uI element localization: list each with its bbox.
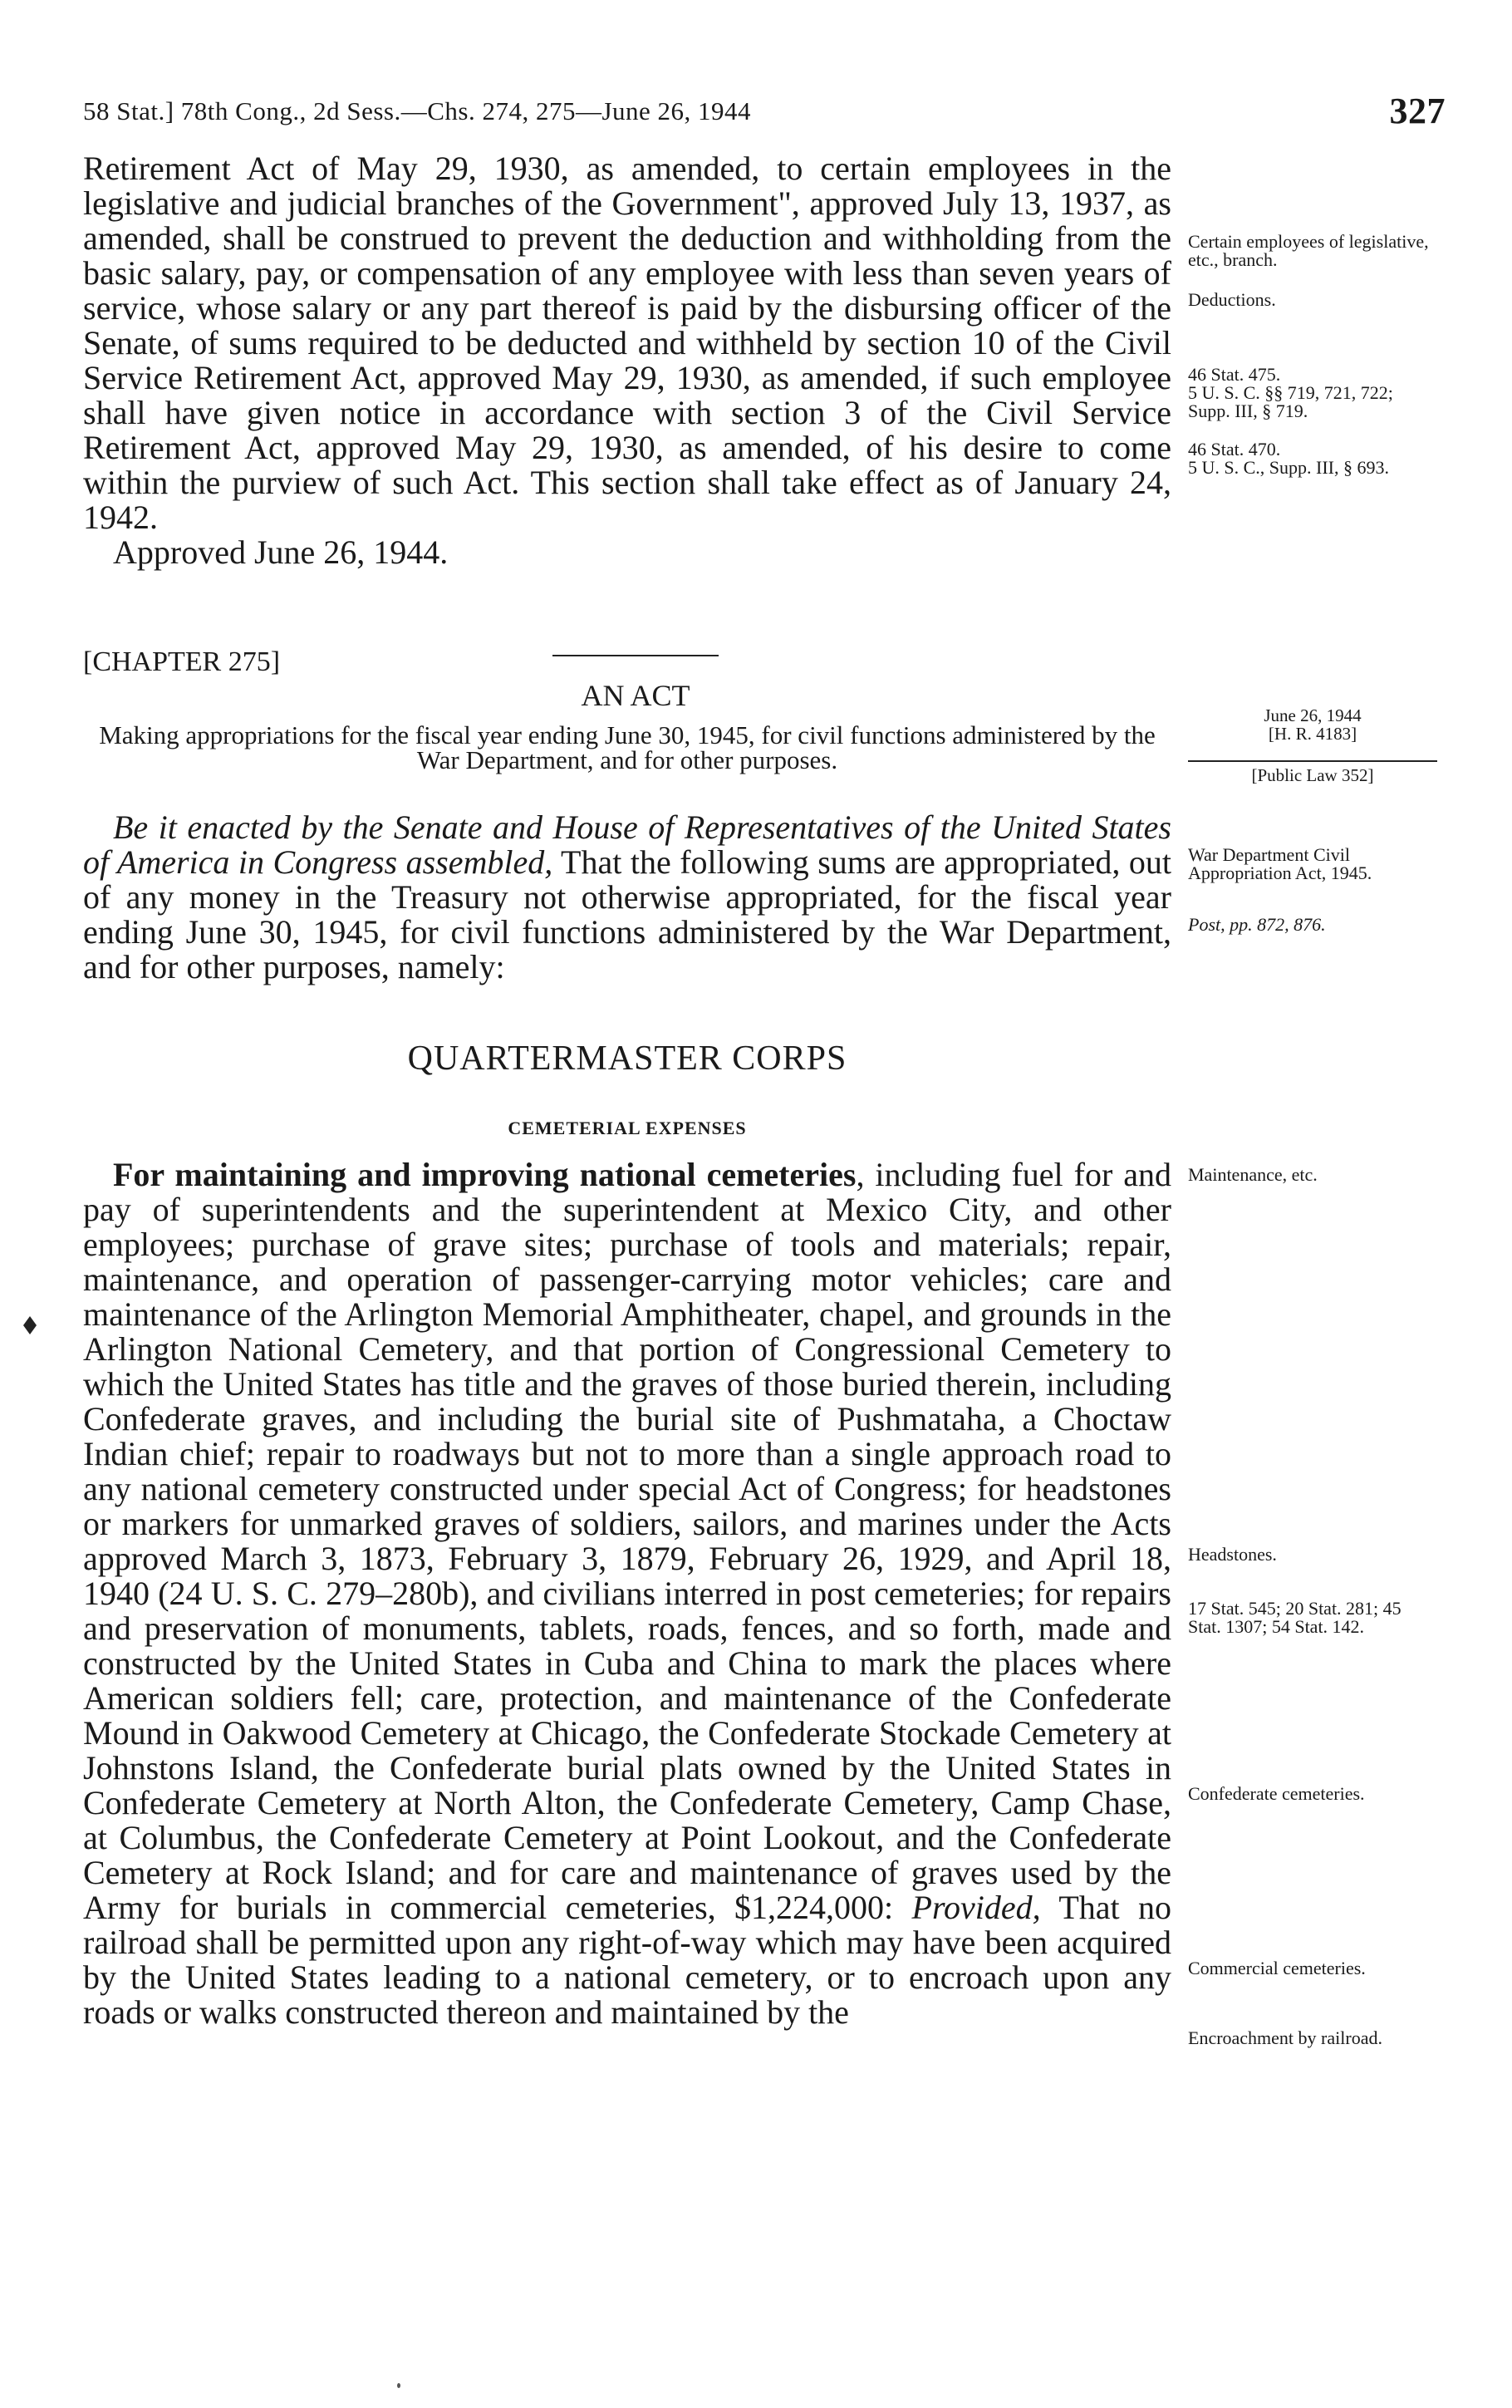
approval-line: Approved June 26, 1944. xyxy=(113,533,449,571)
margin-note-post-ref: Post, pp. 872, 876. xyxy=(1188,914,1326,935)
margin-note-confederate: Confederate cemeteries. xyxy=(1188,1783,1365,1804)
bullet-mark-icon xyxy=(23,1316,37,1334)
enacting-text: That the following sums are appropriated, out of any money in the Treasury not otherwise appropriated, for the fiscal year ending June 30, 1945, for civil functions administered by the War Department, and for other purposes, namely: xyxy=(83,843,1172,985)
margin-note-ref-46-stat-475: 46 Stat. 475. xyxy=(1188,364,1281,385)
scan-speck xyxy=(397,2383,400,2388)
enacting-formula: Be it enacted by the Senate and House of Representatives of the United States of America in Congress assembled, xyxy=(83,808,1171,881)
bill-info-rule xyxy=(1188,760,1437,762)
margin-note-ref-5-usc: 5 U. S. C. §§ 719, 721, 722; Supp. III, § 719. xyxy=(1188,382,1393,421)
subsection-title: CEMETERIAL EXPENSES xyxy=(508,1118,747,1138)
an-act-label: AN ACT xyxy=(581,679,690,712)
margin-note-encroachment: Encroachment by railroad. xyxy=(1188,2027,1382,2048)
margin-note-headstones: Headstones. xyxy=(1188,1544,1277,1565)
margin-note-stat-refs: 17 Stat. 545; 20 Stat. 281; 45 Stat. 1307; 54 Stat. 142. xyxy=(1188,1598,1402,1637)
public-law-number: [Public Law 352] xyxy=(1251,765,1374,785)
cemeterial-expenses-text xyxy=(83,1157,1171,2030)
continued-section-text xyxy=(83,151,1171,570)
paragraph: Retirement Act of May 29, 1930, as amended, to certain employees in the legislative and judicial branches of the Government", approved July 13, 1937, as amended, shall be construed to prevent the deduction and withholding from the basic salary, pay, or compensation of any employee with less than seven years of service, whose salary or any part thereof is paid by the disbursing officer of the Senate, of sums required to be deducted and withheld by section 10 of the Civil Service Retirement Act, approved May 29, 1930, as amended, if such employee shall have given notice in accordance with section 3 of the Civil Service Retirement Act, approved May 29, 1930, as amended, of his desire to come within the purview of such Act. This section shall take effect as of January 24, 1942. xyxy=(83,150,1171,536)
margin-note-certain-employees: Certain employees of legislative, etc., branch. xyxy=(1188,231,1429,270)
bill-info xyxy=(1188,706,1437,743)
main-tail: That no railroad shall be permitted upon any right-of-way which may have been acquired by the United States leading to a national cemetery, or to encroach upon any roads or walks constructed thereon and maintained by the xyxy=(83,1889,1171,2031)
margin-note-deductions: Deductions. xyxy=(1188,289,1276,310)
header-citation: 58 Stat.] 78th Cong., 2d Sess.—Chs. 274, 275—June 26, 1944 xyxy=(83,96,752,125)
page-number: 327 xyxy=(1389,91,1446,131)
proviso: Provided, xyxy=(911,1889,1041,1926)
margin-note-commercial: Commercial cemeteries. xyxy=(1188,1958,1366,1978)
bill-date: June 26, 1944 xyxy=(1264,705,1362,725)
margin-note-maintenance: Maintenance, etc. xyxy=(1188,1164,1318,1185)
chapter-heading: [CHAPTER 275] xyxy=(83,646,281,677)
main-body: , including fuel for and pay of superintendents and the superintendent at Mexico City, and other employees; purchase of grave sites; purchase of tools and materials; repair, maintenance, and operation of passenger-carrying motor vehicles; care and maintenance of the Arlington Memorial Amphitheater, chapel, and grounds in the Arlington National Cemetery, and that portion of Congressional Cemetery to which the United States has title and the graves of those buried therein, including Confederate graves, and including the burial site of Pushmataha, a Choctaw Indian chief; repair to roadways but not to more than a single approach road to any national cemetery constructed under special Act of Congress; for headstones or markers for unmarked graves of soldiers, sailors, and marines under the Acts approved March 3, 1873, February 3, 1879, February 26, 1929, and April 18, 1940 (24 U. S. C. 279–280b), and civilians interred in post cemeteries; for repairs and preservation of monuments, tablets, roads, fences, and so forth, made and constructed by the United States in Cuba and China to mark the places where American soldiers fell; care, protection, and maintenance of the Confederate Mound in Oakwood Cemetery at Chicago, the Confederate Stockade Cemetery at Johnstons Island, the Confederate burial plats owned by the United States in Confederate Cemetery at North Alton, the Confederate Cemetery, Camp Chase, at Columbus, the Confederate Cemetery at Point Lookout, and the Confederate Cemetery at Rock Island; and for care and maintenance of graves used by the Army for burials in commercial cemeteries, $1,224,000: xyxy=(83,1156,1171,1926)
bill-hr-number: [H. R. 4183] xyxy=(1268,724,1357,744)
margin-note-ref-5-usc-supp: 5 U. S. C., Supp. III, § 693. xyxy=(1188,457,1390,478)
margin-note-ref-46-stat-470: 46 Stat. 470. xyxy=(1188,439,1281,459)
act-title: Making appropriations for the fiscal year ending June 30, 1945, for civil functions administered by the War Department, and for other purposes. xyxy=(99,720,1156,774)
section-title: QUARTERMASTER CORPS xyxy=(407,1039,847,1078)
margin-note-war-dept: War Department Civil Appropriation Act, 1945. xyxy=(1188,844,1372,883)
enacting-clause xyxy=(83,810,1171,985)
divider-rule xyxy=(552,655,719,656)
lead-in: For maintaining and improving national cemeteries xyxy=(113,1156,857,1193)
